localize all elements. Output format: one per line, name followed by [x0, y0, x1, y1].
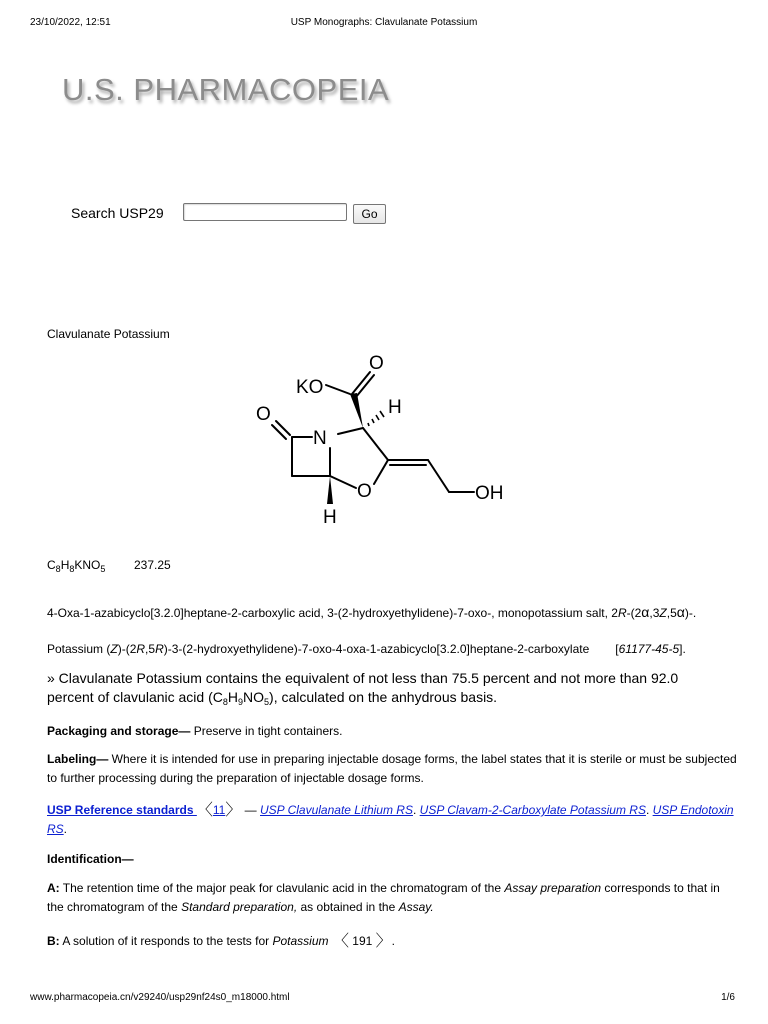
cas-number: 61177-45-5 [618, 642, 680, 656]
rs-clavulanate-lithium-link[interactable]: USP Clavulanate Lithium RS [260, 803, 413, 817]
definition-paragraph: » Clavulanate Potassium contains the equivalent of not less than 75.5 percent and not more than 92.0 percent of clavulanic acid $(C_8H_9NO_5)$, calculated on the anhydrous basis. [47, 670, 679, 707]
h-top-label: H [388, 397, 402, 418]
n-label: N [313, 428, 327, 449]
chain-bond-1 [428, 460, 449, 492]
h-hash-bond [368, 411, 384, 426]
c2-c3-bond [363, 428, 388, 460]
go-button[interactable]: Go [353, 204, 386, 224]
identification-heading: Identification— [47, 852, 134, 866]
chemical-name-2: Potassium (Z)-(2R,5R)-3-(2-hydroxyethylidene)-7-oxo-4-oxa-1-azabicyclo[3.2.0]heptane-2-carboxylate [61177-45-5]. [47, 642, 686, 656]
h-bottom-wedge [327, 476, 333, 504]
ring-o-label: O [357, 481, 372, 502]
rs-endotoxin-link[interactable]: USP Endotoxin RS [47, 803, 734, 836]
identification-a-paragraph: A: The retention time of the major peak for clavulanic acid in the chromatogram of the Assay preparation corresponds to that in the chromatogram of the Standard preparation, as obtained in the Assay. [47, 881, 720, 914]
print-datetime: 23/10/2022, 12:51 [30, 17, 111, 28]
o-c5-bond [330, 476, 356, 488]
lactam-o-label: O [256, 404, 271, 425]
ko-label: KO [296, 377, 324, 398]
usp-logo[interactable]: U.S. PHARMACOPEIA [62, 72, 390, 107]
carbonyl-o-label: O [369, 353, 384, 374]
molecular-weight: 237.25 [134, 558, 171, 572]
lactam-co-bond-b [272, 425, 286, 439]
print-title: USP Monographs: Clavulanate Potassium [290, 17, 478, 28]
reference-standards-link[interactable]: USP Reference standards [47, 803, 197, 817]
rs-clavam-link[interactable]: USP Clavam-2-Carboxylate Potassium RS [419, 803, 646, 817]
carboxyl-wedge [350, 393, 363, 428]
h-bottom-label: H [323, 507, 337, 528]
n-c2-bond [338, 428, 363, 434]
packaging-paragraph: Packaging and storage— Preserve in tight containers. [47, 724, 343, 738]
print-url: www.pharmacopeia.cn/v29240/usp29nf24s0_m18000.html [30, 992, 290, 1003]
labeling-heading: Labeling— [47, 752, 109, 766]
chapter-11-link[interactable]: 11 [212, 803, 226, 817]
identification-b-paragraph: B: A solution of it responds to the tests for Potassium 〈 191 〉. [47, 933, 396, 950]
labeling-paragraph: Labeling— Where it is intended for use in preparing injectable dosage forms, the label states that it is sterile or must be subjected to further processing during the preparation of injectable dosage forms. [47, 752, 737, 785]
reference-standards-paragraph: USP Reference standards 〈11〉 — USP Clavulanate Lithium RS. USP Clavam-2-Carboxylate Potassium RS. USP Endotoxin RS. [47, 802, 734, 836]
molecular-formula: $C_8H_8KNO_5$ [47, 558, 106, 574]
print-page-number: 1/6 [721, 992, 735, 1003]
ko-bond [326, 385, 350, 394]
search-label: Search USP29 [71, 205, 164, 221]
monograph-title: Clavulanate Potassium [47, 327, 170, 341]
chemical-name-1: 4-Oxa-1-azabicyclo[3.2.0]heptane-2-carboxylic acid, 3-(2-hydroxyethylidene)-7-oxo-, monopotassium salt, 2R-(2α,3Z,5α)-. [47, 604, 697, 620]
packaging-heading: Packaging and storage— [47, 724, 191, 738]
oh-label: OH [475, 483, 504, 504]
c3-o-bond [374, 460, 388, 484]
lactam-co-bond-a [276, 421, 290, 435]
